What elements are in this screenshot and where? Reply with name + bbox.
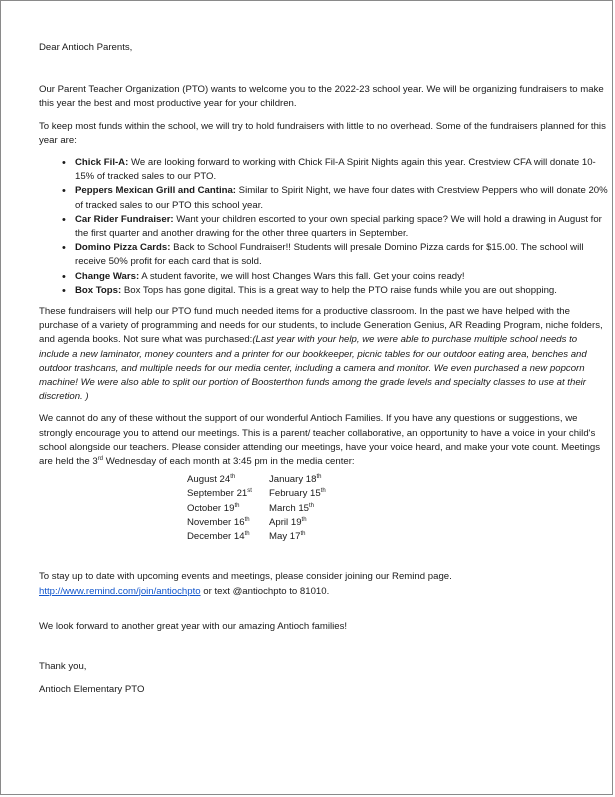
meeting-dates [187, 473, 609, 544]
fundraiser-text: Want your children escorted to your own special parking space? We will hold a drawing in August for the first quarter and another drawing for the other three quarters in September. [75, 213, 602, 240]
date-text: March 15 [269, 502, 309, 514]
date-suffix: th [234, 502, 240, 509]
date-text: December 14 [187, 531, 245, 543]
meetings-paragraph [39, 412, 609, 469]
fundraiser-name: Chick Fil-A: [75, 157, 129, 169]
date-suffix: th [300, 530, 306, 537]
intro-paragraph: Our Parent Teacher Organization (PTO) wants to welcome you to the 2022-23 school year. We will be organizing fundraisers to make this year the best and most productive year for your children. [39, 84, 604, 110]
date-suffix: th [301, 516, 307, 523]
fundraiser-list [39, 156, 609, 298]
fundraiser-name: Domino Pizza Cards: [75, 242, 171, 254]
fundraiser-item [75, 156, 609, 184]
fundraiser-text: Back to School Fundraiser!! Students will presale Domino Pizza cards for $15.00. The school will receive 50% profit for each card that is sold. [75, 242, 584, 268]
fundraiser-name: Box Tops: [75, 284, 122, 296]
date-suffix: th [309, 502, 315, 509]
fundraiser-item [75, 213, 609, 241]
date-text: October 19 [187, 502, 235, 514]
fundraiser-name: Car Rider Fundraiser: [75, 213, 174, 225]
purchases-text: These fundraisers will help our PTO fund much needed items for a productive classroom. In the past we have helped with the purchase of a variety of programming and needs for our students, to include Generation Genius, AR Reading Program, niche folders, and agenda books. Not sure what was purchased: [39, 306, 603, 346]
meetings-ordinal: rd [97, 455, 104, 462]
meeting-date [269, 530, 359, 544]
date-suffix: th [320, 488, 326, 495]
remind-link[interactable]: http://www.remind.com/join/antiochpto [39, 585, 201, 597]
meeting-date [269, 487, 359, 501]
greeting: Dear Antioch Parents, [39, 42, 133, 53]
fundraiser-text: A student favorite, we will host Changes Wars this fall. Get your coins ready! [139, 270, 465, 282]
date-text: September 21 [187, 488, 248, 500]
date-suffix: st [247, 488, 252, 495]
meetings-text: We cannot do any of these without the support of our wonderful Antioch Families. If you have any questions or suggestions, we strongly encourage you to attend our meetings. This is a parent/ teacher collaborative, an opportunity to have a voice in your child's school alongside our teachers. Please consider attending our meetings, have your voice heard, and make your vote count. Meetings are held the 3 [39, 413, 601, 468]
date-text: January 18 [269, 474, 317, 486]
meeting-date [187, 530, 269, 544]
fundraiser-text: Box Tops has gone digital. This is a great way to help the PTO raise funds while you are out shopping. [121, 284, 557, 296]
fundraiser-text: Similar to Spirit Night, we have four dates with Crestview Peppers who will donate 20% of tracked sales to our PTO this school year. [75, 185, 608, 211]
meetings-text-end: Wednesday of each month at 3:45 pm in the media center: [103, 456, 355, 468]
date-suffix: th [230, 474, 236, 481]
date-text: February 15 [269, 488, 321, 500]
fundraiser-name: Change Wars: [75, 270, 140, 282]
fundraiser-text: We are looking forward to working with Chick Fil-A Spirit Nights again this year. Crestview CFA will donate 10-15% of tracked sales to our PTO. [75, 157, 596, 183]
meeting-date [187, 487, 269, 501]
date-text: November 16 [187, 516, 245, 528]
fundraiser-item [75, 184, 609, 212]
meeting-date [187, 516, 269, 530]
date-suffix: th [316, 474, 322, 481]
remind-text: To stay up to date with upcoming events and meetings, please consider joining our Remind page. [39, 571, 452, 583]
fundraiser-item [75, 284, 609, 298]
date-text: August 24 [187, 474, 231, 486]
fundraiser-item [75, 270, 609, 284]
purchases-paragraph [39, 305, 609, 404]
remind-paragraph [39, 570, 609, 598]
letter-body [39, 41, 609, 697]
meeting-date [269, 473, 359, 487]
date-text: April 19 [269, 516, 302, 528]
fundraiser-item [75, 241, 609, 269]
fundraisers-intro: To keep most funds within the school, we will try to hold fundraisers with little to no overhead. Some of the fundraisers planned for this year are: [39, 120, 606, 146]
fundraiser-name: Peppers Mexican Grill and Cantina: [75, 185, 237, 197]
meeting-date [187, 502, 269, 516]
remind-text-end: or text @antiochpto to 81010. [200, 585, 330, 597]
purchases-italic-text: (Last year with your help, we were able to purchase multiple school needs to include a new laminator, money counters and a printer for our bookkeeper, picnic tables for our outdoor eating area, benches and outdoor trashcans, and multiple needs for our media center, including a camera and monitor. We even purchased a new popcorn machine! We were also able to split our portion of Boosterthon funds among the grade levels and specialty classes to use at their discretion. ) [39, 334, 587, 403]
meeting-date [269, 502, 359, 516]
thanks-line: Thank you, [39, 660, 87, 672]
signature: Antioch Elementary PTO [39, 684, 145, 696]
date-suffix: th [244, 516, 250, 523]
date-suffix: th [244, 530, 250, 537]
meeting-date [269, 516, 359, 530]
meeting-date [187, 473, 269, 487]
closing-line: We look forward to another great year with our amazing Antioch families! [39, 620, 348, 632]
date-text: May 17 [269, 531, 301, 543]
